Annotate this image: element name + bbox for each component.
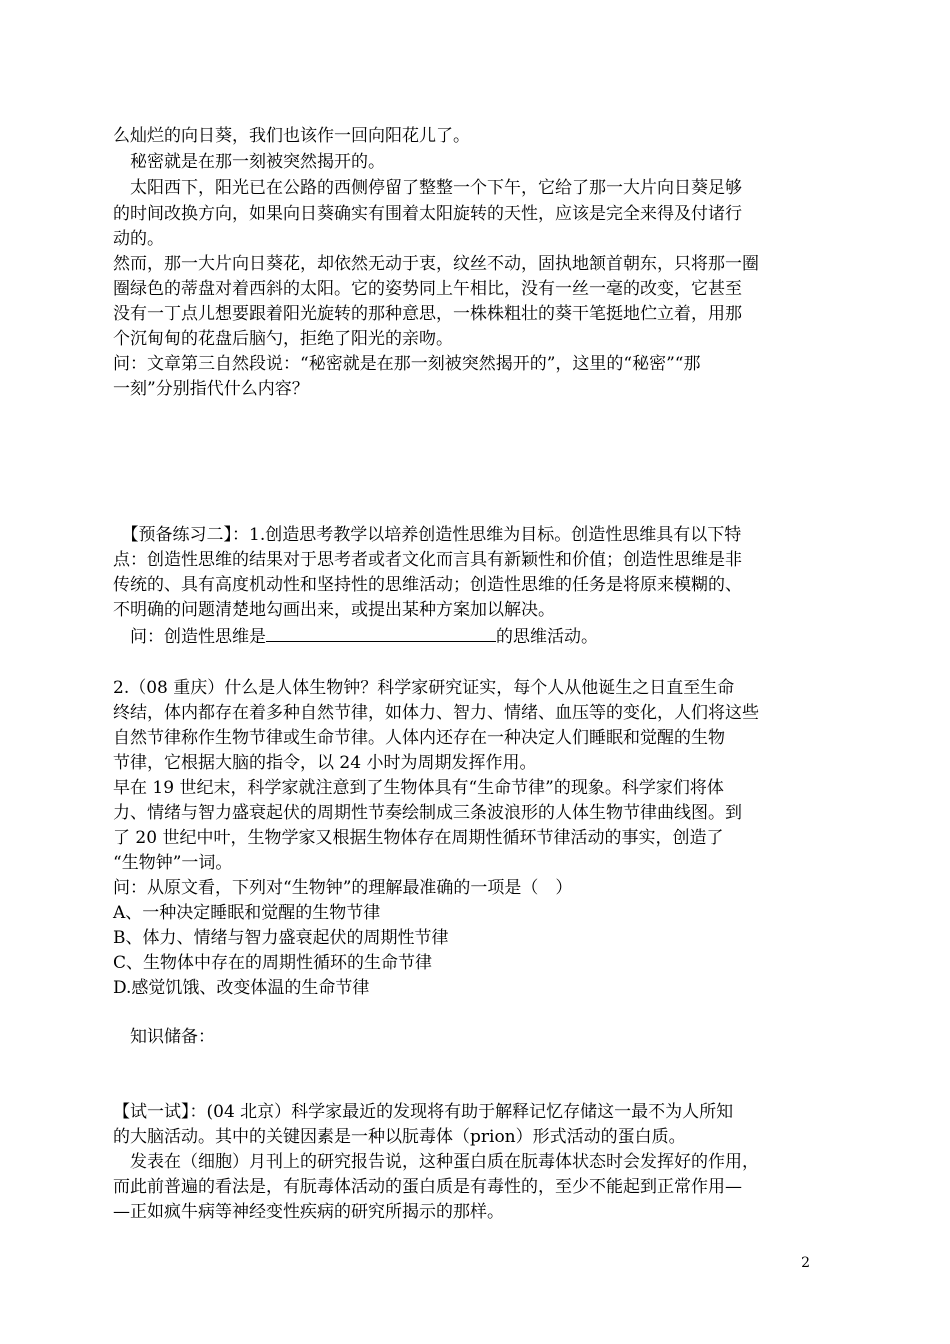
option-d: D.感觉饥饿、改变体温的生命节律 <box>113 978 370 998</box>
paragraph-line: 传统的、具有高度机动性和坚持性的思维活动；创造性思维的任务是将原来模糊的、 <box>113 575 742 595</box>
paragraph-line: 没有一丁点儿想要跟着阳光旋转的那种意思，一株株粗壮的葵干笔挺地伫立着，用那 <box>113 304 742 324</box>
answer-blank[interactable] <box>266 623 496 642</box>
option-a: A、一种决定睡眠和觉醒的生物节律 <box>113 903 381 923</box>
paragraph-line: 的大脑活动。其中的关键因素是一种以朊毒体（prion）形式活动的蛋白质。 <box>113 1127 686 1147</box>
question-prefix: 问：创造性思维是 <box>113 627 266 647</box>
paragraph-line: 自然节律称作生物节律或生命节律。人体内还存在一种决定人们睡眠和觉醒的生物 <box>113 728 725 748</box>
paragraph-line: 秘密就是在那一刻被突然揭开的。 <box>113 152 385 172</box>
question-suffix: 的思维活动。 <box>496 627 598 647</box>
option-c: C、生物体中存在的周期性循环的生命节律 <box>113 953 433 973</box>
paragraph-line: 而此前普遍的看法是，有朊毒体活动的蛋白质是有毒性的，至少不能起到正常作用— <box>113 1177 742 1197</box>
paragraph-line: “生物钟”一词。 <box>113 853 233 873</box>
paragraph-line: 2.（08 重庆）什么是人体生物钟？科学家研究证实，每个人从他诞生之日直至生命 <box>113 678 735 698</box>
question-line: 问：文章第三自然段说：“秘密就是在那一刻被突然揭开的”，这里的“秘密”“那 <box>113 354 701 374</box>
paragraph-line: 圈绿色的蒂盘对着西斜的太阳。它的姿势同上午相比，没有一丝一毫的改变，它甚至 <box>113 279 742 299</box>
paragraph-line: 然而，那一大片向日葵花，却依然无动于衷，纹丝不动，固执地颔首朝东，只将那一圈 <box>113 254 759 274</box>
option-b: B、体力、情绪与智力盛衰起伏的周期性节律 <box>113 928 449 948</box>
question-line: 一刻”分别指代什么内容？ <box>113 379 309 399</box>
paragraph-line: 么灿烂的向日葵，我们也该作一回向阳花儿了。 <box>113 126 470 146</box>
paragraph-line: 了 20 世纪中叶，生物学家又根据生物体存在周期性循环节律活动的事实，创造了 <box>113 828 724 848</box>
paragraph-line: —正如疯牛病等神经变性疾病的研究所揭示的那样。 <box>113 1202 504 1222</box>
question-line: 问：从原文看，下列对“生物钟”的理解最准确的一项是（ ） <box>113 878 573 898</box>
paragraph-line: 个沉甸甸的花盘后脑勺，拒绝了阳光的亲吻。 <box>113 329 453 349</box>
paragraph-line: 早在 19 世纪末，科学家就注意到了生物体具有“生命节律”的现象。科学家们将体 <box>113 778 724 798</box>
paragraph-line: 动的。 <box>113 229 164 249</box>
paragraph-line: 的时间改换方向，如果向日葵确实有围着太阳旋转的天性，应该是完全来得及付诸行 <box>113 204 742 224</box>
paragraph-line: 发表在（细胞）月刊上的研究报告说，这种蛋白质在朊毒体状态时会发挥好的作用， <box>113 1152 759 1172</box>
paragraph-line: 节律，它根据大脑的指令，以 24 小时为周期发挥作用。 <box>113 753 537 773</box>
paragraph-line: 太阳西下，阳光已在公路的西侧停留了整整一个下午，它给了那一大片向日葵足够 <box>113 178 742 198</box>
paragraph-line: 终结，体内都存在着多种自然节律，如体力、智力、情绪、血压等的变化，人们将这些 <box>113 703 759 723</box>
page-number: 2 <box>801 1255 810 1271</box>
fill-blank-question <box>113 623 598 650</box>
exercise-heading-line: 【试一试】：(04 北京）科学家最近的发现将有助于解释记忆存储这一最不为人所知 <box>113 1102 734 1122</box>
paragraph-line: 点：创造性思维的结果对于思考者或者文化而言具有新颖性和价值；创造性思维是非 <box>113 550 742 570</box>
paragraph-line: 力、情绪与智力盛衰起伏的周期性节奏绘制成三条波浪形的人体生物节律曲线图。到 <box>113 803 742 823</box>
paragraph-line: 不明确的问题清楚地勾画出来，或提出某种方案加以解决。 <box>113 600 555 620</box>
exercise-heading-line: 【预备练习二】：1.创造思考教学以培养创造性思维为目标。创造性思维具有以下特 <box>113 525 742 545</box>
section-label: 知识储备： <box>113 1027 215 1047</box>
